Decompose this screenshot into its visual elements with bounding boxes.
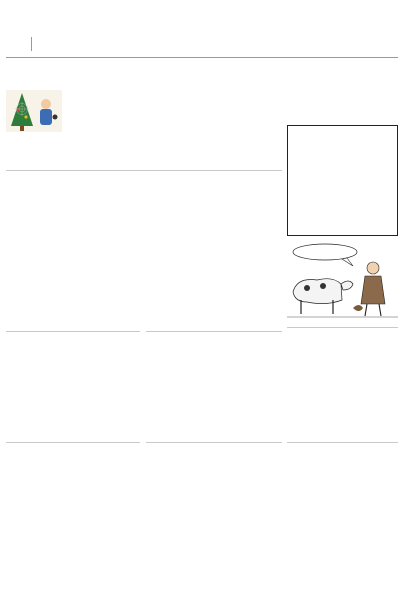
waben-clues <box>287 365 331 368</box>
star-graphic <box>173 248 257 332</box>
warum-body <box>6 102 282 160</box>
rule-4 <box>287 327 398 328</box>
rule-7 <box>146 442 282 443</box>
star-puzzle <box>173 248 257 332</box>
christmas-market-photo-left <box>6 466 141 596</box>
header-rule <box>6 57 398 58</box>
comic-strip <box>287 242 398 324</box>
upside-down-text-graphic <box>330 454 398 598</box>
honeycomb <box>334 368 398 430</box>
einer-puzzle <box>6 200 140 328</box>
sudoku-grid[interactable] <box>287 125 398 236</box>
rule-2 <box>6 331 140 332</box>
qr-code-graphic <box>287 456 327 496</box>
rule-1 <box>6 170 282 171</box>
rule-6 <box>6 442 140 443</box>
stockings-graphic <box>6 200 140 328</box>
verhaelt-puzzle <box>6 368 140 440</box>
page-header <box>0 0 404 60</box>
analogy-graphic <box>6 368 140 440</box>
solutions-text <box>330 454 398 598</box>
christmas-market-photo-right <box>145 466 280 596</box>
warum-body-spacer <box>6 102 64 136</box>
rule-5 <box>287 442 398 443</box>
photo-left <box>6 466 141 596</box>
header-divider <box>31 37 32 51</box>
honeycomb-graphic <box>334 368 398 430</box>
rule-3 <box>146 331 282 332</box>
trees-graphic <box>146 375 282 439</box>
zeichen-trees <box>146 375 282 439</box>
photo-right <box>145 466 280 596</box>
solutions-qr <box>287 456 327 496</box>
